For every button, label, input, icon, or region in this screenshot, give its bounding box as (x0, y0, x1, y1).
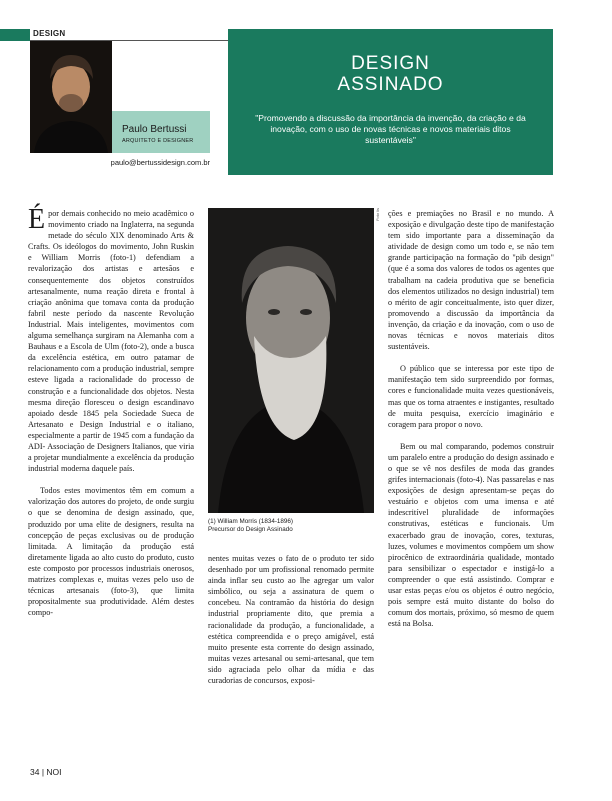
paragraph-text: por demais conhecido no meio acadêmico o movimento criado na Inglaterra, na segunda metade do século XIX denominado Arts & Crafts. Os ideólogos do movimento, John Ruskin e William Morris (foto-1) defendiam a revalorização dos artistas e artesãos e consequentemente dos objetos construídos artesanalmente, numa reação direta e frontal à criação anônima que tomava conta da produção fabril neste período da nascente Revolução Industrial. Mais inteligentes, movimentos com alguma semelhança surgiram na Alemanha com a Bauhaus e a Escola de Ulm (foto-2), onde a busca da excelência estética, em outro patamar de relacionamento com a produção industrial, sempre esteve ligada a racionalidade do processo de construção e a funcionalidade dos objetos. Nesta mesma direção floresceu o design escandinavo apoiado desde 1845 pela Sociedade Sueca de Artesanato e Design Industrial e o italiano, especialmente a partir de 1945 com a fundação da ADI- Associação de Designers Italianos, que viria a projetar mundialmente a excelência da produção industrial moderna daquele país. (28, 209, 194, 474)
drop-cap: É (28, 204, 46, 235)
photo-credit: Foto lis (375, 208, 380, 221)
william-morris-photo (208, 208, 374, 513)
author-email[interactable]: paulo@bertussidesign.com.br (110, 158, 210, 167)
paragraph: ções e premiações no Brasil e no mundo. A exposição e divulgação deste tipo de manifestação tem sido importante para a disseminação da atividade de design como um todo e, se não tem grande participação na formação do "pib design" (que é a soma dos valores de todos os agentes que trabalham na cadeia produtiva que se beneficia dos elementos utilizados no design industrial) tem o mérito de agir conceitualmente, isto quer dizer, promovendo a discussão da importância da invenção, da criação e da inovação, com o uso de novas técnicas e novos materiais ditos sustentáveis. (388, 209, 554, 352)
paragraph: nentes muitas vezes o fato de o produto ter sido desenhado por um profissional renomado permite ainda inflar seu custo ao lhe agregar um valor simbólico, ou seja a assinatura de quem o concebeu. Na contramão da história do design industrial propriamente dito, que premia a racionalidade da produção, a funcionalidade, a estética compreendida e o preço amigável, está muito presente esta corrente do design assinado, muitas vezes artesanal ou semi-artesanal, que tem sido agraciada pelo olhar da mídia e das curadorias de concursos, exposi- (208, 554, 374, 686)
author-name: Paulo Bertussi (122, 124, 187, 135)
section-tab (0, 29, 30, 41)
author-photo (30, 41, 112, 153)
figure-caption (208, 518, 374, 534)
paragraph: O público que se interessa por este tipo de manifestação tem sido surpreendido por formas, cores e funcionalidade muita vezes questionáveis, mas que os torna atraentes e instigantes, resultado de muita pesquisa, exercício imaginário e coragem para propor o novo. (388, 364, 554, 429)
paragraph: Todos estes movimentos têm em comum a valorização dos autores do projeto, de onde surgiu o que se denomina de design assinado, que, produzido por uma elite de designers, resulta na concepção de peças exclusivas ou de produção limitada. A limitação da produção está diretamente ligada ao alto custo do produto, custo este composto por processos industriais onerosos, matrizes complexas e, muitas vezes pelo uso de técnicas artesanais (foto-3), que limita propositalmente sua produtividade. Além destes compo- (28, 486, 194, 618)
author-role: ARQUITETO E DESIGNER (122, 138, 194, 144)
article-column-1 (28, 204, 194, 629)
paragraph (28, 204, 194, 474)
article-column-3 (388, 208, 554, 640)
article-title: DESIGN ASSINADO (337, 53, 444, 95)
paragraph: Bem ou mal comparando, podemos construir um paralelo entre a produção do design assinado e o que se vê nos desfiles de moda das grandes grifes internacionais (foto-4). Nas passarelas e nas exposições de design apresentam-se peças do vestuário e objetos com uma imensa e até indescritível pluralidade de informações construtivas, estéticas e funcionais. Um exacerbado grau de inovação, cores, texturas, luzes, volumes e movimentos compõem um show pirocênico de extraordinária qualidade, montado para sensibilizar o espectador e instigá-lo a compreender o que está assistindo. Comprar e usar estas peças e/ou os objetos é outro negócio, pois sempre está muito distante do bolso do comum dos mortais, próximo, só mesmo de quem está na Bolsa. (388, 441, 554, 629)
title-banner (228, 29, 553, 175)
page-footer: 34 | NOI (30, 767, 62, 777)
caption-line: (1) William Morris (1834-1896) (208, 518, 294, 525)
caption-line: Precursor do Design Assinado (208, 526, 293, 533)
article-column-2 (208, 553, 374, 697)
section-label: DESIGN (33, 29, 66, 38)
pull-quote: "Promovendo a discussão da importância da invenção, da criação e da inovação, com o uso de novas técnicas e novos materiais ditos sustentáveis" (255, 113, 526, 145)
